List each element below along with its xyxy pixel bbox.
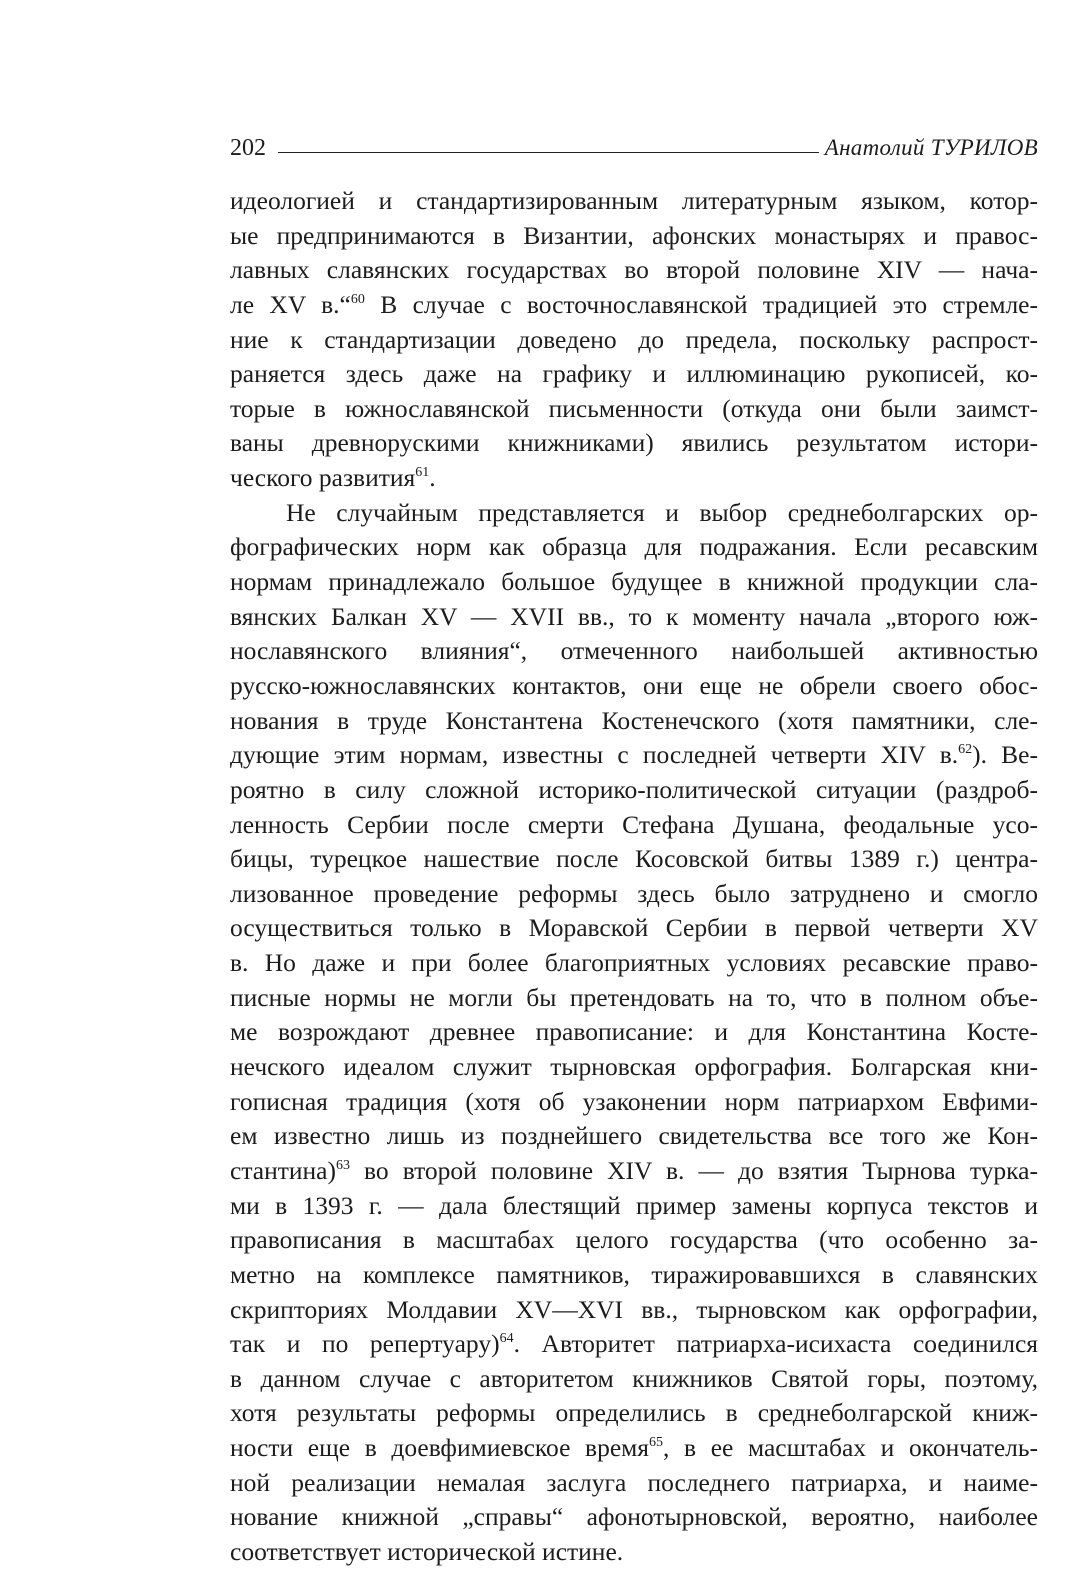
text-line: [230, 496, 1038, 531]
text-line: [230, 530, 1038, 565]
text-line: [230, 253, 1038, 288]
text-segment: , в ее масштабах и окончатель-: [663, 1433, 1039, 1463]
running-head: [230, 126, 1038, 160]
footnote-ref: 64: [499, 1331, 514, 1347]
text-segment: нославянского влияния“, отмеченного наибольшей активностью: [230, 636, 1038, 666]
text-segment: Не случайным представляется и выбор среднеболгарских ор-: [286, 497, 1038, 527]
text-line: [230, 288, 1038, 323]
text-line: [230, 808, 1038, 843]
text-line: [230, 911, 1038, 946]
text-segment: русско-южнославянских контактов, они еще не обрели своего обос-: [230, 670, 1038, 700]
text-segment: ваны древнорускими книжниками) явились результатом истори-: [230, 428, 1038, 458]
text-segment: дующие этим нормам, известны с последней четверти XIV в.: [230, 740, 959, 770]
text-segment: так и по репертуару): [230, 1329, 500, 1359]
footnote-ref: 60: [350, 291, 365, 307]
text-line: [230, 426, 1038, 461]
text-segment: в. Но даже и при более благоприятных условиях ресавские право-: [230, 948, 1038, 978]
text-line: [230, 1535, 1038, 1570]
text-line: [230, 1189, 1038, 1224]
text-segment: торые в южнославянской письменности (откуда они были заимст-: [230, 393, 1038, 423]
text-line: [230, 1500, 1038, 1535]
text-segment: ленность Сербии после смерти Стефана Душана, феодальные усо-: [230, 809, 1038, 839]
text-line: [230, 1362, 1038, 1397]
text-line: [230, 1223, 1038, 1258]
text-line: [230, 461, 1038, 496]
text-segment: гописная традиция (хотя об узаконении норм патриархом Евфими-: [230, 1086, 1038, 1116]
text-segment: нования в труде Константена Костенечского (хотя памятники, сле-: [230, 705, 1038, 735]
text-segment: роятно в силу сложной историко-политической ситуации (раздроб-: [230, 774, 1038, 804]
text-line: [230, 1119, 1038, 1154]
text-line: [230, 392, 1038, 427]
text-line: [230, 669, 1038, 704]
text-line: [230, 1085, 1038, 1120]
text-line: [230, 357, 1038, 392]
text-segment: ые предпринимаются в Византии, афонских монастырях и правос-: [230, 220, 1038, 250]
text-segment: нечского идеалом служит тырновская орфография. Болгарская кни-: [230, 1052, 1038, 1082]
text-line: [230, 1466, 1038, 1501]
text-line: [230, 219, 1038, 254]
text-line: [230, 1293, 1038, 1328]
body-text: [230, 184, 1038, 1570]
footnote-ref: 61: [415, 465, 430, 481]
text-line: [230, 1258, 1038, 1293]
page-number: 202: [230, 135, 266, 161]
text-line: [230, 773, 1038, 808]
text-segment: ем известно лишь из позднейшего свидетельства все того же Кон-: [230, 1121, 1038, 1151]
text-segment: писные нормы не могли бы претендовать на то, что в полном объе-: [230, 982, 1038, 1012]
text-line: [230, 946, 1038, 981]
text-segment: ности еще в доевфимиевское время: [230, 1433, 650, 1463]
text-segment: нование книжной „справы“ афонотырновской, вероятно, наиболее: [230, 1502, 1038, 1532]
text-segment: скрипториях Молдавии XV—XVI вв., тырновском как орфографии,: [230, 1294, 1038, 1324]
text-segment: В случае с восточнославянской традицией это стремле-: [364, 289, 1038, 319]
text-line: [230, 600, 1038, 635]
text-line: [230, 1431, 1038, 1466]
text-line: [230, 1050, 1038, 1085]
text-segment: ной реализации немалая заслуга последнего патриарха, и наиме-: [230, 1467, 1038, 1497]
footnote-ref: 65: [649, 1435, 664, 1451]
text-line: [230, 877, 1038, 912]
text-segment: лавных славянских государствах во второй половине XIV — нача-: [230, 255, 1038, 285]
text-segment: идеологией и стандартизированным литературным языком, котор-: [230, 186, 1038, 215]
text-line: [230, 1396, 1038, 1431]
text-segment: метно на комплексе памятников, тиражировавшихся в славянских: [230, 1259, 1038, 1289]
text-segment: фографических норм как образца для подражания. Если ресавским: [230, 532, 1038, 562]
footnote-ref: 62: [958, 742, 973, 758]
text-segment: правописания в масштабах целого государства (что особенно за-: [230, 1225, 1038, 1255]
paragraph: [230, 496, 1038, 1570]
text-segment: хотя результаты реформы определились в среднеболгарской книж-: [230, 1398, 1038, 1428]
text-segment: во второй половине XIV в. — до взятия Тырнова турка-: [349, 1155, 1038, 1185]
text-line: [230, 738, 1038, 773]
text-segment: лизованное проведение реформы здесь было затруднено и смогло: [230, 878, 1038, 908]
text-segment: ми в 1393 г. — дала блестящий пример замены корпуса текстов и: [230, 1190, 1038, 1220]
text-segment: стантина): [230, 1155, 336, 1185]
text-segment: нормам принадлежало большое будущее в книжной продукции сла-: [230, 567, 1038, 597]
text-segment: бицы, турецкое нашествие после Косовской битвы 1389 г.) центра-: [230, 844, 1038, 874]
paragraph: [230, 184, 1038, 496]
running-title: Анатолий ТУРИЛОВ: [824, 135, 1038, 160]
text-segment: .: [429, 463, 436, 493]
text-line: [230, 184, 1038, 219]
text-line: [230, 565, 1038, 600]
text-line: [230, 704, 1038, 739]
text-segment: ме возрождают древнее правописание: и для Константина Косте-: [230, 1017, 1038, 1047]
text-segment: раняется здесь даже на графику и иллюминацию рукописей, ко-: [230, 359, 1038, 389]
text-line: [230, 634, 1038, 669]
text-segment: . Авторитет патриарха-исихаста соединился: [513, 1329, 1038, 1359]
text-line: [230, 1327, 1038, 1362]
text-line: [230, 981, 1038, 1016]
text-line: [230, 323, 1038, 358]
footnote-ref: 63: [335, 1157, 350, 1173]
text-segment: ческого развития: [230, 463, 416, 493]
text-line: [230, 1154, 1038, 1189]
text-segment: ле XV в.“: [230, 289, 351, 319]
text-line: [230, 842, 1038, 877]
header-rule: [278, 152, 819, 153]
text-segment: вянских Балкан XV — XVII вв., то к моменту начала „второго юж-: [230, 601, 1038, 631]
text-segment: осуществиться только в Моравской Сербии в первой четверти XV: [230, 913, 1038, 943]
text-segment: ние к стандартизации доведено до предела, поскольку распрост-: [230, 324, 1038, 354]
text-segment: в данном случае с авторитетом книжников Святой горы, поэтому,: [230, 1363, 1038, 1393]
text-segment: соответствует исторической истине.: [230, 1536, 624, 1566]
text-segment: ). Ве-: [972, 740, 1038, 770]
text-line: [230, 1015, 1038, 1050]
